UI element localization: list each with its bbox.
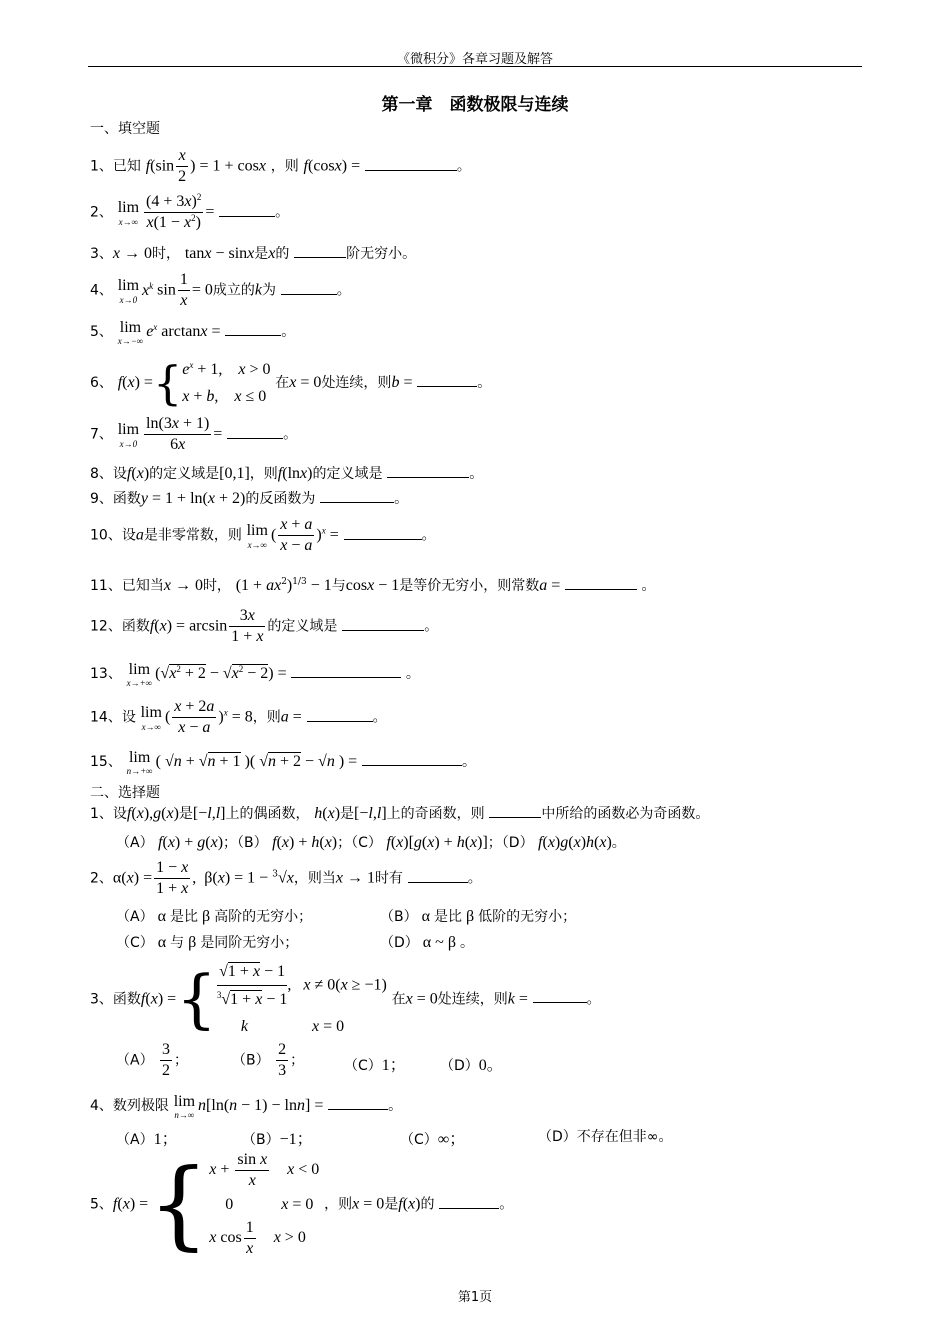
answer-blank[interactable]	[417, 386, 477, 387]
answer-blank[interactable]	[281, 294, 337, 295]
fill-question-1: 1、已知 f(sin $\frac{x}{2}$ ) = 1 + cosx ，则 f(cosx) = 。	[90, 147, 471, 185]
choice-question-1: 1、设f(x),g(x)是[−l,l]上的偶函数， h(x)是[−l,l]上的奇函数，则 中所给的函数必为奇函数。	[90, 805, 710, 822]
running-header: 《微积分》各章习题及解答	[396, 52, 553, 67]
fill-question-6: 6、 f(x) ={ $e^x + 1$, x > 0 x + b, x ≤ 0 在x = 0处连续，则b = 。	[90, 356, 492, 411]
fill-question-11: 11、已知当x → 0时， $(1 + ax^2)^{1/3} - 1$与cosx − 1是等价无穷小，则常数a = 。	[90, 577, 656, 594]
fill-question-9: 9、函数y = 1 + ln(x + 2)的反函数为 。	[90, 490, 409, 507]
answer-blank[interactable]	[387, 477, 469, 478]
choice-question-2: 2、α(x) = $\frac{1 - x}{1 + x}$ , β(x) = 1 − $^3$√x，则当x → 1时有 。	[90, 859, 482, 897]
fill-question-5: 5、 lim x→−∞ $e^x$ arctanx = 。	[90, 319, 296, 347]
choice-3-option-c: （C）1；	[344, 1057, 406, 1074]
fill-question-12: 12、函数f(x) = arcsin $\frac{3x}{1 + x}$ 的定义域是 。	[90, 607, 439, 645]
answer-blank[interactable]	[291, 677, 401, 678]
answer-blank[interactable]	[408, 882, 468, 883]
page-number: 第1页	[457, 1290, 493, 1305]
choice-4-option-b: （B）−1；	[242, 1131, 313, 1148]
choice-4-option-c: （C）∞；	[400, 1131, 466, 1148]
answer-blank[interactable]	[565, 589, 637, 590]
fill-question-15: 15、 lim n→+∞ ( √n + √n + 1 )( √n + 2 − √n ) = 。	[90, 749, 476, 777]
answer-blank[interactable]	[227, 438, 283, 439]
choice-2-option-a: （A） α 是比 β 高阶的无穷小；	[116, 908, 313, 925]
choice-question-5: 5、f(x) ={ x + $\frac{\text{sin x}}{x}$ x < 0 0 x = 0 x cos $\frac{1}{x}$ x > 0 ，则x = 0是f(x)的 。	[90, 1148, 514, 1261]
fill-question-8: 8、设f(x)的定义域是[0,1]，则f(lnx)的定义域是 。	[90, 465, 484, 482]
answer-blank[interactable]	[307, 721, 373, 722]
answer-blank[interactable]	[320, 502, 394, 503]
answer-blank[interactable]	[362, 765, 462, 766]
fill-question-3: 3、x → 0时， tanx − sinx是x的 阶无穷小。	[90, 245, 417, 262]
choice-2-option-c: （C） α 与 β 是同阶无穷小；	[116, 934, 299, 951]
fill-question-14: 14、设 lim x→∞ ( $\frac{x + 2a}{x - a}$ )$^x$ = 8，则a = 。	[90, 698, 387, 736]
choice-2-option-b: （B） α 是比 β 低阶的无穷小；	[380, 908, 577, 925]
answer-blank[interactable]	[533, 1002, 587, 1003]
section-choice-heading: 二、选择题	[90, 785, 160, 801]
answer-blank[interactable]	[225, 335, 281, 336]
fill-question-13: 13、 lim x→+∞ $(√x^2 + 2 - √x^2 - 2)$ = 。	[90, 661, 420, 689]
choice-4-option-a: （A）1；	[116, 1131, 178, 1148]
answer-blank[interactable]	[489, 817, 541, 818]
choice-2-option-d: （D） α ~ β 。	[380, 934, 474, 951]
choice-4-option-d: （D）不存在但非∞。	[538, 1129, 673, 1145]
choice-1-options: （A） f(x) + g(x)；（B） f(x) + h(x)；（C） f(x)[g(x) + h(x)]；（D） f(x)g(x)h(x)。	[116, 834, 626, 851]
choice-3-option-d: （D）0。	[440, 1057, 503, 1074]
choice-question-3: 3、函数f(x) ={ $\frac{√1 + x - 1}{^3√1 + x - 1}$ , x ≠ 0(x ≥ −1) k x = 0 在x = 0处连续，则k = 。	[90, 958, 601, 1041]
section-fill-blank-heading: 一、填空题	[90, 121, 160, 137]
choice-3-option-b: （B） $\frac{2}{3}$ ；	[232, 1041, 305, 1079]
fill-question-2: 2、 lim x→∞ $\frac{(4 + 3x)^2}{x(1 - x^2)}$ = 。	[90, 192, 290, 231]
fill-question-7: 7、 lim x→0 $\frac{\ln(3x + 1)}{6x}$ = 。	[90, 415, 298, 453]
answer-blank[interactable]	[342, 630, 424, 631]
answer-blank[interactable]	[365, 170, 457, 171]
choice-question-4: 4、数列极限 lim n→∞ n[ln(n − 1) − lnn] = 。	[90, 1093, 403, 1121]
fill-question-4: 4、 lim x→0 $x^k$ sin $\frac{1}{x}$ = 0成立的k为 。	[90, 271, 351, 309]
answer-blank[interactable]	[439, 1208, 499, 1209]
answer-blank[interactable]	[328, 1109, 388, 1110]
chapter-title: 第一章 函数极限与连续	[381, 95, 569, 115]
header-rule	[88, 66, 862, 67]
answer-blank[interactable]	[219, 216, 275, 217]
fill-question-10: 10、设a是非零常数，则 lim x→∞ ( $\frac{x + a}{x - a}$ )$^x$ = 。	[90, 516, 436, 554]
choice-3-option-a: （A） $\frac{3}{2}$ ；	[116, 1041, 189, 1079]
answer-blank[interactable]	[344, 539, 422, 540]
answer-blank[interactable]	[294, 257, 346, 258]
